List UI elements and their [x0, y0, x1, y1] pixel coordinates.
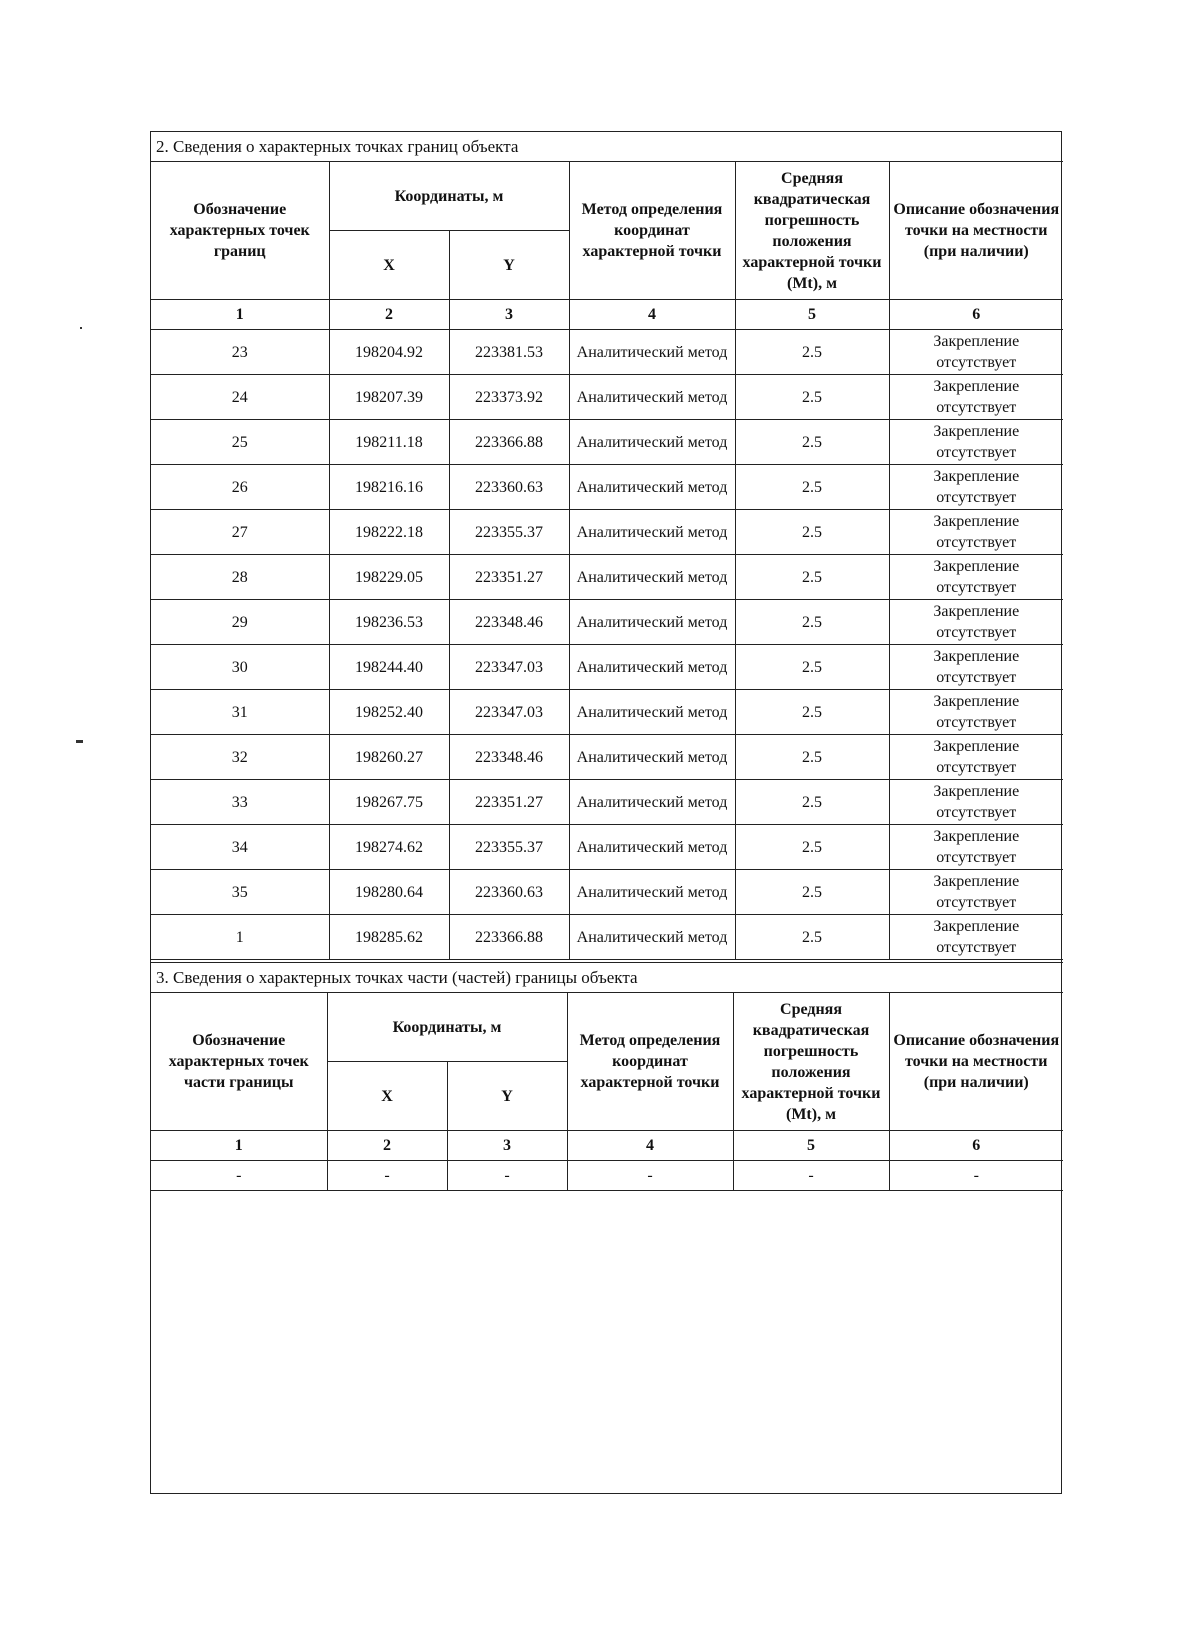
table-row — [151, 555, 1063, 600]
point-cell: 33 — [151, 780, 329, 825]
table-row — [151, 1161, 1063, 1191]
header-y: Y — [447, 1062, 567, 1131]
header-y: Y — [449, 231, 569, 300]
description-cell: Закрепление отсутствует — [889, 330, 1063, 375]
y-cell: 223347.03 — [449, 645, 569, 690]
table-row — [151, 330, 1063, 375]
table-row — [151, 375, 1063, 420]
method-cell: Аналитический метод — [569, 735, 735, 780]
header-description: Описание обозначения точки на местности (при наличии) — [889, 162, 1063, 300]
description-cell: Закрепление отсутствует — [889, 420, 1063, 465]
table-row — [151, 465, 1063, 510]
y-cell: 223351.27 — [449, 780, 569, 825]
table-row — [151, 825, 1063, 870]
mt-cell: 2.5 — [735, 510, 889, 555]
method-cell: Аналитический метод — [569, 420, 735, 465]
section3-title: 3. Сведения о характерных точках части (частей) границы объекта — [151, 963, 1063, 993]
point-cell: 26 — [151, 465, 329, 510]
method-cell: Аналитический метод — [569, 690, 735, 735]
table-row — [151, 780, 1063, 825]
x-cell: 198204.92 — [329, 330, 449, 375]
x-cell: 198280.64 — [329, 870, 449, 915]
method-cell: Аналитический метод — [569, 375, 735, 420]
column-number: 5 — [735, 300, 889, 330]
description-cell: Закрепление отсутствует — [889, 510, 1063, 555]
table-row — [151, 510, 1063, 555]
description-cell: Закрепление отсутствует — [889, 780, 1063, 825]
x-cell: 198207.39 — [329, 375, 449, 420]
header-error: Средняя квадратическая погрешность положения характерной точки (Mt), м — [733, 993, 889, 1131]
header-x: X — [327, 1062, 447, 1131]
method-cell: Аналитический метод — [569, 465, 735, 510]
mt-cell: 2.5 — [735, 600, 889, 645]
table-row — [151, 735, 1063, 780]
y-cell: 223355.37 — [449, 825, 569, 870]
method-cell: Аналитический метод — [569, 555, 735, 600]
point-cell: - — [151, 1161, 327, 1191]
mt-cell: - — [733, 1161, 889, 1191]
column-number: 2 — [327, 1131, 447, 1161]
description-cell: Закрепление отсутствует — [889, 600, 1063, 645]
column-number: 5 — [733, 1131, 889, 1161]
mt-cell: 2.5 — [735, 420, 889, 465]
table-row — [151, 915, 1063, 960]
column-number: 2 — [329, 300, 449, 330]
x-cell: 198244.40 — [329, 645, 449, 690]
y-cell: 223348.46 — [449, 600, 569, 645]
header-coords: Координаты, м — [329, 162, 569, 231]
y-cell: 223360.63 — [449, 870, 569, 915]
y-cell: 223347.03 — [449, 690, 569, 735]
point-cell: 23 — [151, 330, 329, 375]
mt-cell: 2.5 — [735, 465, 889, 510]
description-cell: Закрепление отсутствует — [889, 465, 1063, 510]
x-cell: 198216.16 — [329, 465, 449, 510]
point-cell: 25 — [151, 420, 329, 465]
y-cell: 223381.53 — [449, 330, 569, 375]
table-row — [151, 870, 1063, 915]
method-cell: Аналитический метод — [569, 780, 735, 825]
section3-table — [151, 962, 1063, 1191]
column-number: 4 — [567, 1131, 733, 1161]
column-numbers-row — [151, 1131, 1063, 1161]
description-cell: Закрепление отсутствует — [889, 645, 1063, 690]
header-method: Метод определения координат характерной точки — [569, 162, 735, 300]
description-cell: Закрепление отсутствует — [889, 735, 1063, 780]
column-number: 4 — [569, 300, 735, 330]
method-cell: Аналитический метод — [569, 825, 735, 870]
x-cell: 198274.62 — [329, 825, 449, 870]
column-numbers-row — [151, 300, 1063, 330]
column-number: 1 — [151, 300, 329, 330]
description-cell: Закрепление отсутствует — [889, 555, 1063, 600]
description-cell: Закрепление отсутствует — [889, 915, 1063, 960]
method-cell: Аналитический метод — [569, 330, 735, 375]
mt-cell: 2.5 — [735, 825, 889, 870]
table-row — [151, 690, 1063, 735]
header-method: Метод определения координат характерной точки — [567, 993, 733, 1131]
table-row — [151, 645, 1063, 690]
section2-title: 2. Сведения о характерных точках границ объекта — [151, 132, 1063, 162]
point-cell: 32 — [151, 735, 329, 780]
x-cell: - — [327, 1161, 447, 1191]
point-cell: 30 — [151, 645, 329, 690]
table-row — [151, 420, 1063, 465]
header-x: X — [329, 231, 449, 300]
point-cell: 28 — [151, 555, 329, 600]
column-number: 1 — [151, 1131, 327, 1161]
header-point: Обозначение характерных точек части границы — [151, 993, 327, 1131]
method-cell: Аналитический метод — [569, 510, 735, 555]
y-cell: 223366.88 — [449, 915, 569, 960]
y-cell: - — [447, 1161, 567, 1191]
point-cell: 24 — [151, 375, 329, 420]
y-cell: 223366.88 — [449, 420, 569, 465]
point-cell: 29 — [151, 600, 329, 645]
mt-cell: 2.5 — [735, 555, 889, 600]
x-cell: 198260.27 — [329, 735, 449, 780]
description-cell: - — [889, 1161, 1063, 1191]
description-cell: Закрепление отсутствует — [889, 375, 1063, 420]
mt-cell: 2.5 — [735, 870, 889, 915]
x-cell: 198285.62 — [329, 915, 449, 960]
method-cell: - — [567, 1161, 733, 1191]
method-cell: Аналитический метод — [569, 600, 735, 645]
header-error: Средняя квадратическая погрешность положения характерной точки (Mt), м — [735, 162, 889, 300]
scan-speck — [76, 740, 83, 743]
point-cell: 34 — [151, 825, 329, 870]
table-row — [151, 600, 1063, 645]
mt-cell: 2.5 — [735, 645, 889, 690]
point-cell: 1 — [151, 915, 329, 960]
mt-cell: 2.5 — [735, 375, 889, 420]
y-cell: 223360.63 — [449, 465, 569, 510]
mt-cell: 2.5 — [735, 915, 889, 960]
x-cell: 198267.75 — [329, 780, 449, 825]
column-number: 6 — [889, 300, 1063, 330]
y-cell: 223348.46 — [449, 735, 569, 780]
point-cell: 27 — [151, 510, 329, 555]
header-point: Обозначение характерных точек границ — [151, 162, 329, 300]
method-cell: Аналитический метод — [569, 915, 735, 960]
x-cell: 198252.40 — [329, 690, 449, 735]
section2-table — [151, 132, 1063, 960]
x-cell: 198211.18 — [329, 420, 449, 465]
y-cell: 223351.27 — [449, 555, 569, 600]
header-description: Описание обозначения точки на местности (при наличии) — [889, 993, 1063, 1131]
mt-cell: 2.5 — [735, 735, 889, 780]
mt-cell: 2.5 — [735, 330, 889, 375]
description-cell: Закрепление отсутствует — [889, 870, 1063, 915]
point-cell: 35 — [151, 870, 329, 915]
x-cell: 198236.53 — [329, 600, 449, 645]
description-cell: Закрепление отсутствует — [889, 690, 1063, 735]
y-cell: 223355.37 — [449, 510, 569, 555]
scan-speck — [80, 327, 82, 329]
column-number: 3 — [447, 1131, 567, 1161]
mt-cell: 2.5 — [735, 780, 889, 825]
document-frame — [150, 131, 1062, 1494]
column-number: 3 — [449, 300, 569, 330]
point-cell: 31 — [151, 690, 329, 735]
x-cell: 198222.18 — [329, 510, 449, 555]
column-number: 6 — [889, 1131, 1063, 1161]
method-cell: Аналитический метод — [569, 870, 735, 915]
x-cell: 198229.05 — [329, 555, 449, 600]
header-coords: Координаты, м — [327, 993, 567, 1062]
method-cell: Аналитический метод — [569, 645, 735, 690]
mt-cell: 2.5 — [735, 690, 889, 735]
y-cell: 223373.92 — [449, 375, 569, 420]
description-cell: Закрепление отсутствует — [889, 825, 1063, 870]
